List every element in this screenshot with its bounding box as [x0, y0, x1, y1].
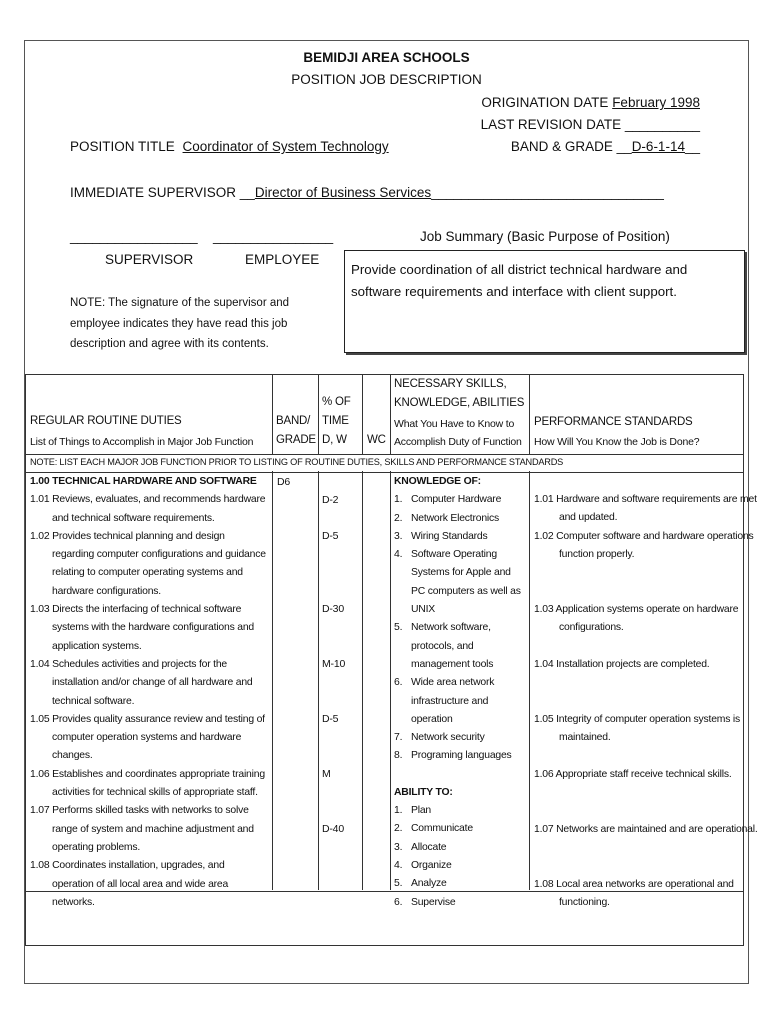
origination-label: ORIGINATION DATE — [481, 95, 609, 110]
employee-signature-label: EMPLOYEE — [245, 252, 320, 267]
duty-item: 1.04 Schedules activities and projects for the installation and/or change of all hardware and technical software. — [30, 658, 253, 707]
function-band: D6 — [277, 476, 291, 488]
spacer — [394, 766, 526, 784]
band-grade-value: D-6-1-14 — [631, 139, 685, 154]
supervisor-signature-label: SUPERVISOR — [105, 252, 194, 267]
col-divider-band — [272, 375, 273, 890]
duty-item: 1.05 Provides quality assurance review and testing of computer operation systems and hardware changes. — [30, 713, 265, 762]
knowledge-item: 8. Programing languages — [394, 750, 512, 762]
duty-item: 1.01 Reviews, evaluates, and recommends hardware and technical software requirements. — [30, 494, 266, 524]
last-revision-date — [481, 117, 700, 132]
band-header-2: GRADE — [276, 434, 316, 446]
performance-item: 1.07 Networks are maintained and are operational. — [534, 824, 758, 835]
band-grade-prefix: __ — [616, 139, 632, 154]
pct-header-2: TIME — [322, 415, 349, 427]
knowledge-title: KNOWLEDGE OF: — [394, 476, 481, 487]
job-summary-text: Provide coordination of all district technical hardware and software requirements and interface with client support. — [351, 262, 688, 299]
position-title-label: POSITION TITLE — [70, 139, 175, 154]
band-grade-suffix: __ — [684, 139, 700, 154]
ability-item: 5. Analyze — [394, 878, 447, 890]
perf-header: PERFORMANCE STANDARDS — [534, 416, 693, 428]
immediate-supervisor — [70, 185, 664, 200]
band-grade — [511, 139, 700, 154]
skills-header-2: KNOWLEDGE, ABILITIES — [394, 397, 525, 409]
wc-header: WC — [367, 434, 386, 446]
performance-item: 1.08 Local area networks are operational and functioning. — [534, 879, 734, 909]
origination-date — [481, 95, 700, 110]
duty-item: 1.08 Coordinates installation, upgrades, and operation of all local area and wide area networks. — [30, 860, 229, 908]
pct-value: D-5 — [322, 713, 339, 725]
job-summary-box — [344, 250, 745, 353]
skills-column — [394, 473, 526, 912]
pct-value: M-10 — [322, 658, 346, 670]
org-name: BEMIDJI AREA SCHOOLS — [303, 50, 470, 65]
signature-note: NOTE: The signature of the supervisor and employee indicates they have read this job description and agree with its contents. — [70, 297, 290, 350]
supervisor-label: IMMEDIATE SUPERVISOR — [70, 185, 237, 200]
ability-item: 3. Allocate — [394, 841, 447, 853]
supervisor-suffix: _______________________________ — [431, 185, 664, 200]
signature-line-employee: ________________ — [213, 229, 334, 244]
pct-header-3: D, W — [322, 434, 347, 446]
supervisor-value: Director of Business Services — [254, 185, 432, 200]
doc-type: POSITION JOB DESCRIPTION — [291, 72, 482, 87]
performance-item: 1.06 Appropriate staff receive technical skills. — [534, 769, 732, 780]
pct-value: D-30 — [322, 603, 344, 615]
skills-header-1: NECESSARY SKILLS, — [394, 378, 507, 390]
signature-line-supervisor: _________________ — [70, 229, 198, 244]
duty-item: 1.02 Provides technical planning and design regarding computer configurations and guidance relating to computer operating systems and hardware configurations. — [30, 530, 266, 597]
knowledge-item: 7. Network security — [394, 732, 485, 744]
ability-item: 4. Organize — [394, 859, 452, 871]
pct-value: D-2 — [322, 494, 339, 506]
ability-item: 2. Communicate — [394, 823, 473, 835]
pct-header-1: % OF — [322, 396, 351, 408]
function-title: 1.00 TECHNICAL HARDWARE AND SOFTWARE — [30, 476, 257, 487]
col-divider-wc — [362, 375, 363, 890]
perf-subheader: How Will You Know the Job is Done? — [534, 436, 700, 448]
duties-column — [30, 473, 268, 912]
performance-item: 1.04 Installation projects are completed. — [534, 659, 710, 670]
band-header-1: BAND/ — [276, 415, 311, 427]
duty-item: 1.03 Directs the interfacing of technical software systems with the hardware configurations and application systems. — [30, 604, 255, 652]
ability-item: 1. Plan — [394, 805, 431, 817]
table-note: NOTE: LIST EACH MAJOR JOB FUNCTION PRIOR TO LISTING OF ROUTINE DUTIES, SKILLS AND PERFORMANCE STANDARDS — [30, 457, 564, 467]
position-title — [70, 139, 389, 154]
knowledge-item: 4. Software Operating Systems for Apple and PC computers as well as UNIX — [394, 549, 521, 616]
ability-title: ABILITY TO: — [394, 786, 453, 798]
col-divider-skills — [390, 375, 391, 890]
summary-heading: Job Summary (Basic Purpose of Position) — [420, 229, 670, 244]
job-description-page — [24, 40, 758, 984]
col-divider-pct — [318, 375, 319, 890]
knowledge-item: 5. Network software, protocols, and management tools — [394, 622, 494, 670]
knowledge-item: 6. Wide area network infrastructure and operation — [394, 677, 495, 725]
performance-item: 1.01 Hardware and software requirements are met and updated. — [534, 494, 757, 524]
col-divider-perf — [529, 375, 530, 890]
knowledge-item: 2. Network Electronics — [394, 512, 500, 524]
pct-value: D-40 — [322, 823, 344, 835]
origination-value: February 1998 — [612, 95, 700, 110]
duty-item: 1.06 Establishes and coordinates appropriate training activities for technical skills of appropriate staff. — [30, 768, 265, 799]
supervisor-prefix: __ — [239, 185, 255, 200]
pct-value: D-5 — [322, 530, 339, 542]
performance-item: 1.02 Computer software and hardware operations function properly. — [534, 531, 754, 561]
ability-item: 6. Supervise — [394, 896, 456, 908]
knowledge-item: 3. Wiring Standards — [394, 530, 488, 542]
duties-header: REGULAR ROUTINE DUTIES — [30, 415, 182, 427]
pct-value: M — [322, 768, 331, 780]
band-grade-label: BAND & GRADE — [510, 139, 613, 154]
duties-table — [25, 374, 758, 946]
knowledge-item: 1. Computer Hardware — [394, 494, 502, 506]
performance-item: 1.03 Application systems operate on hardware configurations. — [534, 604, 739, 634]
skills-subheader-2: Accomplish Duty of Function — [394, 436, 522, 448]
last-revision-value: __________ — [624, 117, 700, 132]
duties-subheader: List of Things to Accomplish in Major Job Function — [30, 436, 254, 448]
position-title-value: Coordinator of System Technology — [182, 139, 389, 154]
performance-item: 1.05 Integrity of computer operation systems is maintained. — [534, 714, 741, 744]
last-revision-label: LAST REVISION DATE — [480, 117, 622, 132]
skills-subheader-1: What You Have to Know to — [394, 418, 515, 430]
duty-item: 1.07 Performs skilled tasks with networks to solve range of system and machine adjustment and operating problems. — [30, 805, 254, 853]
